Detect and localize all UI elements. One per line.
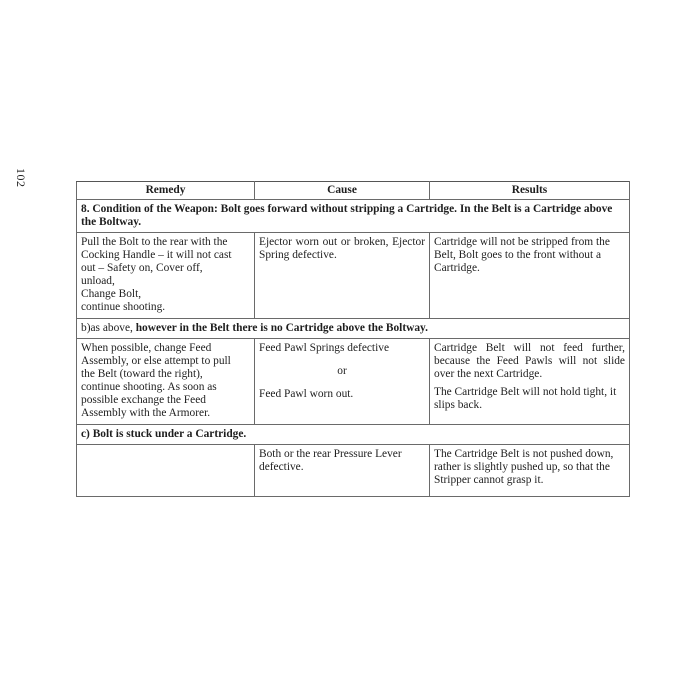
header-cause: Cause [255,182,430,200]
section-8-remedy-line: out – Safety on, Cover off, [81,262,203,274]
section-b-remedy [77,339,255,425]
section-b-cause-2: Feed Pawl worn out. [259,388,354,400]
section-c-cause: Both or the rear Pressure Lever defective. [255,445,430,497]
section-b-cause-or: or [337,365,347,377]
troubleshooting-table-container [76,181,629,497]
section-c-results: The Cartridge Belt is not pushed down, rather is slightly pushed up, so that the Stripper cannot grasp it. [430,445,630,497]
section-b-heading-row [77,319,630,339]
section-8-prefix: 8. Condition of the Weapon: [81,203,221,215]
section-b-remedy-line: Assembly, or else attempt to pull [81,355,231,367]
section-8-cause: Ejector worn out or broken, Ejector Spring defective. [255,233,430,319]
section-8-remedy-line: Cocking Handle – it will not cast [81,249,232,261]
section-b-results-1: Cartridge Belt will not feed further, because the Feed Pawls will not slide over the next Cartridge. [434,342,625,380]
section-c-heading: c) Bolt is stuck under a Cartridge. [77,425,630,445]
header-remedy: Remedy [77,182,255,200]
section-8-remedy-line: unload, [81,275,115,287]
section-b-text: however in the Belt there is no Cartridge above the Boltway. [135,322,428,334]
section-8-heading-row [77,200,630,233]
header-row [77,182,630,200]
section-b-remedy-line: continue shooting. As soon as [81,381,217,393]
section-b-results-2: The Cartridge Belt will not hold tight, it slips back. [434,386,617,411]
section-b-heading [77,319,630,339]
section-8-remedy-line: continue shooting. [81,301,166,313]
section-c-remedy [77,445,255,497]
section-c-row [77,445,630,497]
section-8-remedy-line: Pull the Bolt to the rear with the [81,236,228,248]
section-b-remedy-line: possible exchange the Feed [81,394,206,406]
section-b-cause [255,339,430,425]
section-b-remedy-line: When possible, change Feed [81,342,212,354]
section-b-results [430,339,630,425]
section-8-results: Cartridge will not be stripped from the Belt, Bolt goes to the front without a Cartridge. [430,233,630,319]
section-b-remedy-line: the Belt (toward the right), [81,368,203,380]
section-b-prefix: b)as above, [81,322,136,334]
page-number: 102 [14,168,28,188]
section-8-row [77,233,630,319]
section-c-heading-row [77,425,630,445]
section-b-cause-1: Feed Pawl Springs defective [259,342,390,354]
section-b-row [77,339,630,425]
header-results: Results [430,182,630,200]
section-8-remedy-line: Change Bolt, [81,288,142,300]
troubleshooting-table [76,181,630,497]
section-8-text: Bolt goes forward without stripping a Cartridge. In the Belt is a Cartridge above the Boltway. [81,203,613,228]
section-8-remedy [77,233,255,319]
section-b-remedy-line: Assembly with the Armorer. [81,407,211,419]
section-8-heading [77,200,630,233]
